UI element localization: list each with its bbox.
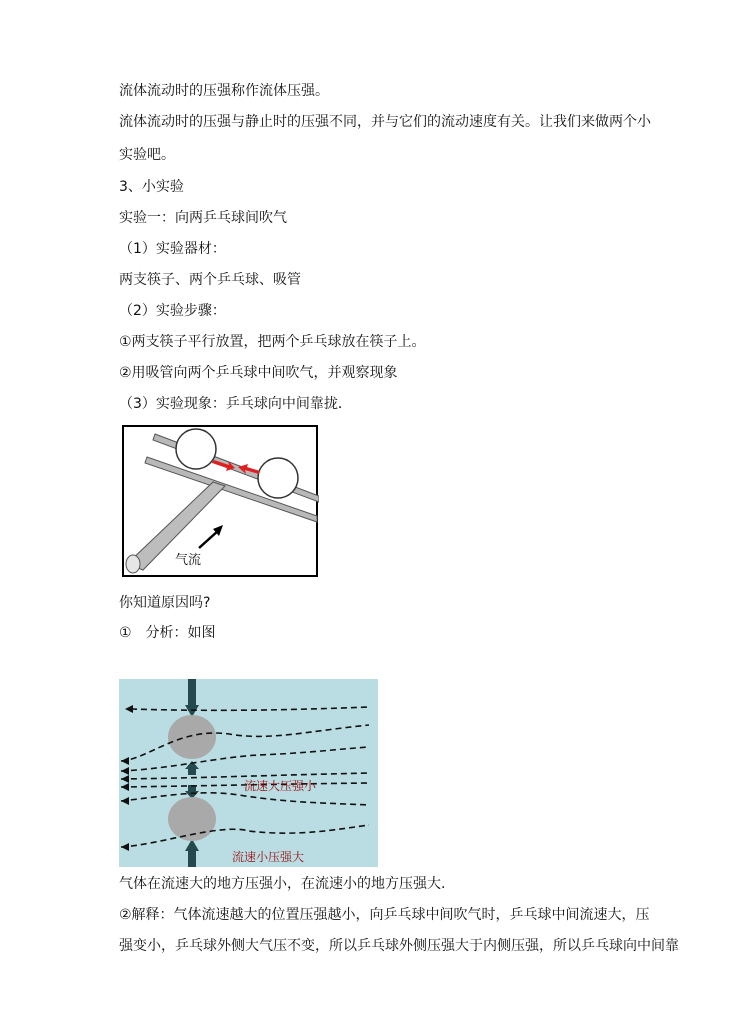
paragraph-fluid-pressure-definition: 流体流动时的压强称作流体压强。 <box>119 83 329 99</box>
label-slow-flow-high-pressure: 流速小压强大 <box>232 850 305 864</box>
figure-airflow-analysis <box>119 679 378 867</box>
materials-heading: （1）实验器材： <box>119 241 226 257</box>
explanation-line2: 强变小，乒乓球外侧大气压不变，所以乒乓球外侧压强大于内侧压强，所以乒乓球向中间靠 <box>119 938 679 954</box>
ping-pong-ball-left <box>176 429 216 469</box>
question-text: 你知道原因吗? <box>119 595 211 611</box>
paragraph-fluid-pressure-line2: 实验吧。 <box>119 147 175 163</box>
label-fast-flow-low-pressure: 流速大压强小 <box>244 779 317 793</box>
conclusion-text: 气体在流速大的地方压强小，在流速小的地方压强大. <box>119 876 446 892</box>
steps-heading: （2）实验步骤： <box>119 303 226 319</box>
section-heading-experiments: 3、小实验 <box>119 179 184 195</box>
analysis-heading: ① 分析：如图 <box>119 625 216 641</box>
figure-background <box>119 679 378 867</box>
step-two: ②用吸管向两个乒乓球中间吹气，并观察现象 <box>119 365 398 381</box>
materials-list: 两支筷子、两个乒乓球、吸管 <box>119 272 301 288</box>
airflow-label: 气流 <box>175 553 202 568</box>
ball-top <box>168 715 216 759</box>
step-one: ①两支筷子平行放置，把两个乒乓球放在筷子上。 <box>119 334 426 350</box>
experiment-one-title: 实验一：向两乒乓球间吹气 <box>119 210 287 226</box>
ping-pong-ball-right <box>258 458 298 498</box>
figure-chopsticks-experiment <box>121 424 319 578</box>
phenomenon-text: （3）实验现象：乒乓球向中间靠拢． <box>119 396 352 412</box>
paragraph-fluid-pressure-line1: 流体流动时的压强与静止时的压强不同，并与它们的流动速度有关。让我们来做两个小 <box>119 114 651 130</box>
explanation-line1: ②解释：气体流速越大的位置压强越小，向乒乓球中间吹气时，乒乓球中间流速大，压 <box>119 907 650 923</box>
